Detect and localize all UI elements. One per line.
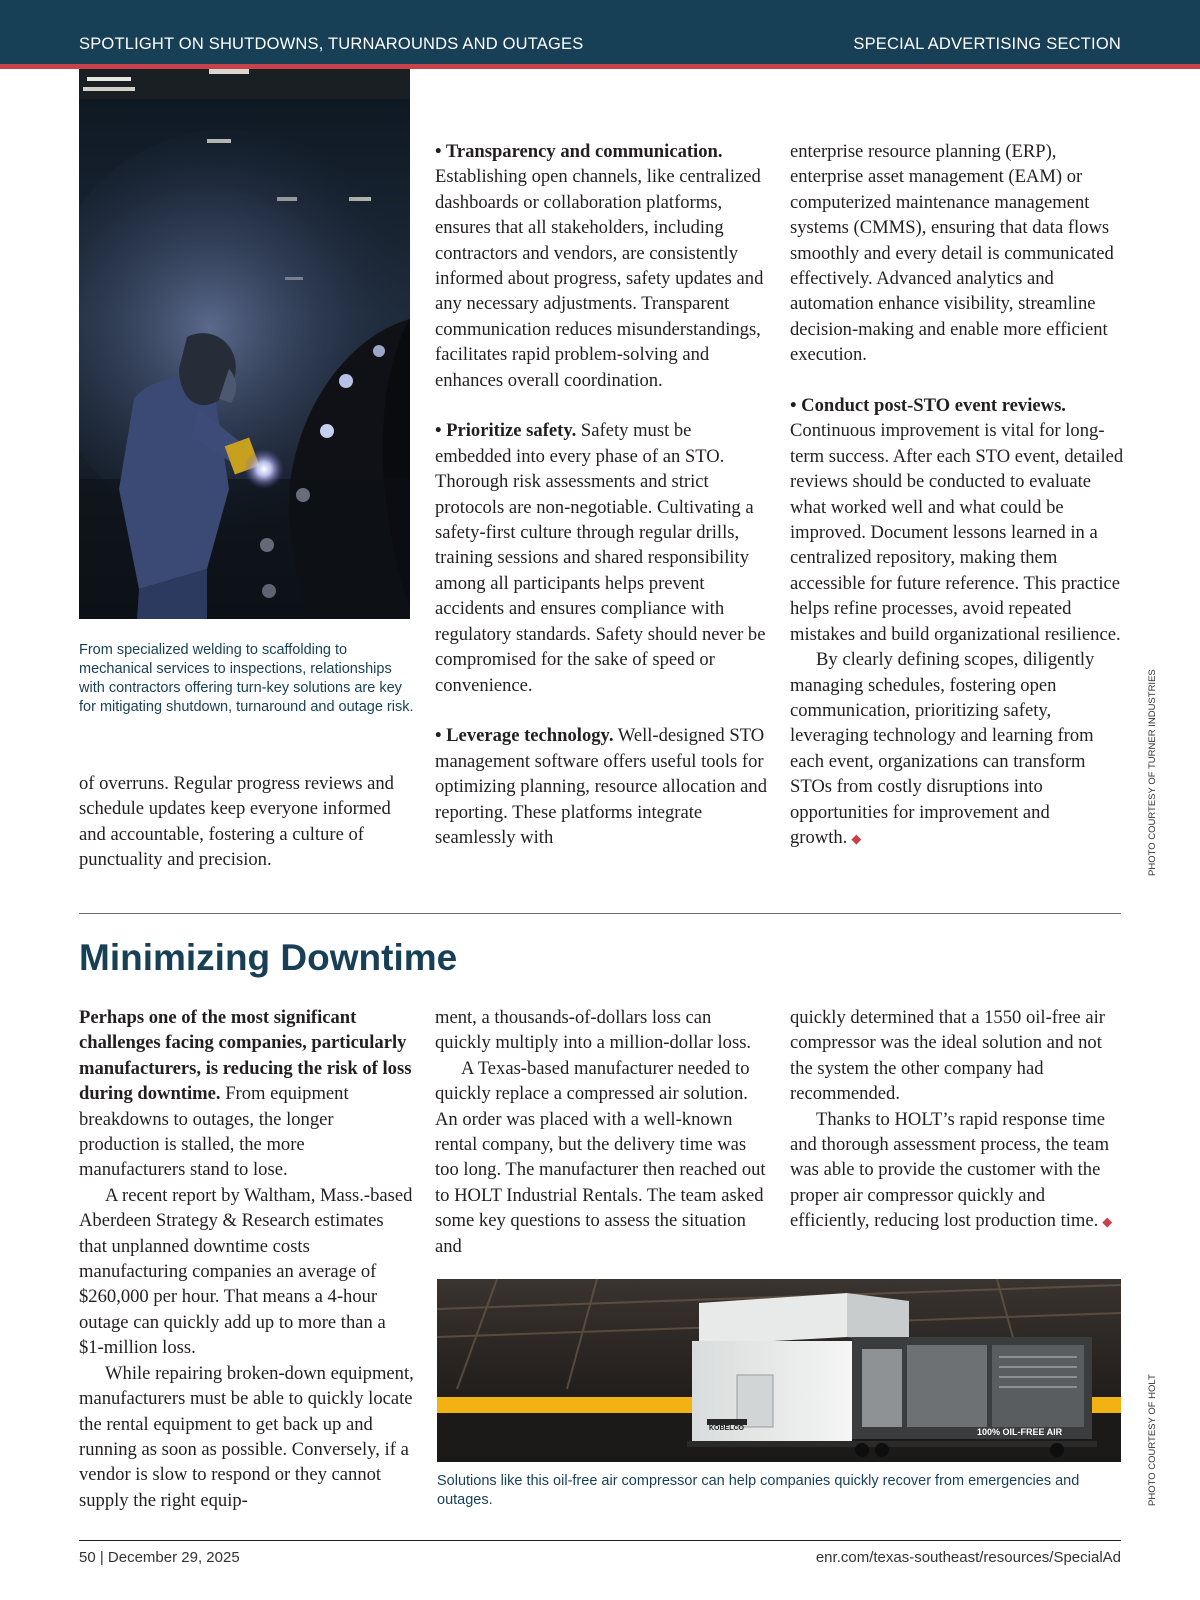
- article2-end-mark-icon: ◆: [1102, 1214, 1113, 1230]
- transparency-lead: • Transparency and communication.: [435, 141, 723, 162]
- article2-col3-text: quickly determined that a 1550 oil-free air compressor was the ideal solution and not the system the other company had recommended.: [790, 1007, 1105, 1105]
- article2-para4: A Texas-based manufacturer needed to quickly replace a compressed air solution. An order was placed with a well-known rental company, but the delivery time was too long. The manufacturer then reached out to HOLT Industrial Rentals. The team asked some key questions to assess the situation and: [435, 1057, 766, 1257]
- article2-para2: A recent report by Waltham, Mass.-based Aberdeen Strategy & Research estimates that unplanned downtime costs manufacturing companies an average of $260,000 per hour. That means a 4-hour outage can quickly add up to more than a $1-million loss.: [79, 1184, 413, 1359]
- compressor-photo-caption: Solutions like this oil-free air compressor can help companies quickly recover from emergencies and outages.: [437, 1473, 1080, 1508]
- article2-para3: While repairing broken-down equipment, manufacturers must be able to quickly locate the rental equipment to get back up and running as soon as possible. Conversely, if a vendor is slow to respond or they cannot supply the right equip-: [79, 1362, 414, 1511]
- footer-url[interactable]: enr.com/texas-southeast/resources/SpecialAd: [815, 1549, 1121, 1566]
- holt-photo-credit: PHOTO COURTESY OF HOLT: [1147, 1374, 1158, 1506]
- safety-body: Safety must be embedded into every phase of an STO. Thorough risk assessments and strict protocols are non-negotiable. Cultivating a safety-first culture through regular drills, training sessions and shared responsibility among all participants helps prevent accidents and ensures compliance with regulatory standards. Safety should never be compromised for the sake of speed or convenience.: [435, 420, 766, 696]
- safety-lead: • Prioritize safety.: [435, 420, 577, 442]
- article1-col1-text: of overruns. Regular progress reviews and schedule updates keep everyone informed and accountable, fostering a culture of punctuality and precision.: [79, 773, 394, 871]
- article2-lead-paragraph: [79, 1005, 414, 1183]
- footer-rule: [79, 1540, 1121, 1541]
- article1-column-1: [79, 771, 414, 873]
- section-label: SPECIAL ADVERTISING SECTION: [853, 35, 1121, 53]
- closing-paragraph: [790, 647, 1125, 851]
- technology-paragraph: [435, 723, 770, 850]
- article2-column-3: [790, 1005, 1125, 1235]
- air-compressor-photo-icon: [437, 1279, 1121, 1462]
- compressor-unit-label: 100% OIL-FREE AIR: [977, 1427, 1063, 1437]
- reviews-body: Continuous improvement is vital for long-term success. After each STO event, detailed reviews should be conducted to evaluate what worked well and what could be improved. Document lessons learned in a centralized repository, making them accessible for future reference. This practice helps refine processes, avoid repeated mistakes and build organizational resilience.: [790, 420, 1124, 645]
- safety-paragraph: [435, 418, 770, 697]
- article1-column-2: [435, 139, 770, 850]
- article2-para5-text: Thanks to HOLT’s rapid response time and thorough assessment process, the team was able to provide the customer with the proper air compressor quickly and efficiently, reducing lost production time.: [790, 1108, 1110, 1232]
- article2-lead-bold: Perhaps one of the most significant challenges facing companies, particularly manufacturers, is reducing the risk of loss during downtime.: [79, 1007, 412, 1105]
- reviews-paragraph: [790, 393, 1125, 647]
- technology-lead: • Leverage technology.: [435, 725, 614, 747]
- section-divider: [79, 913, 1121, 914]
- turner-photo-credit: PHOTO COURTESY OF TURNER INDUSTRIES: [1147, 669, 1158, 876]
- compressor-photo: [437, 1279, 1121, 1462]
- article2-column-2: [435, 1005, 770, 1259]
- article2-headline: Minimizing Downtime: [79, 937, 458, 978]
- section-title: SPOTLIGHT ON SHUTDOWNS, TURNAROUNDS AND OUTAGES: [79, 35, 584, 53]
- page-info: 50 | December 29, 2025: [79, 1549, 240, 1566]
- welding-photo-caption: From specialized welding to scaffolding to mechanical services to inspections, relationships with contractors offering turn-key solutions are key for mitigating shutdown, turnaround and outage risk.: [79, 642, 414, 715]
- article2-col2-text: ment, a thousands-of-dollars loss can quickly multiply into a million-dollar loss.: [435, 1007, 752, 1054]
- article2-para5: [790, 1107, 1125, 1235]
- transparency-body: Establishing open channels, like centralized dashboards or collaboration platforms, ensures that all stakeholders, including contractors and vendors, are consistently informed about progress, safety updates and any necessary adjustments. Transparent communication reduces misunderstandings, facilitates rapid problem-solving and enhances overall coordination.: [435, 166, 764, 391]
- transparency-paragraph: [435, 139, 770, 393]
- article1-column-3: [790, 139, 1125, 851]
- article2-column-1: [79, 1005, 414, 1513]
- article1-col3-text: enterprise resource planning (ERP), enterprise asset management (EAM) or computerized maintenance management systems (CMMS), ensuring that data flows smoothly and every detail is communicated effectively. Advanced analytics and automation enhance visibility, streamline decision-making and enable more efficient execution.: [790, 141, 1114, 366]
- welder-photo-icon: [79, 69, 410, 619]
- technology-body: Well-designed STO management software offers useful tools for optimizing planning, resource allocation and reporting. These platforms integrate seamlessly with: [435, 725, 768, 848]
- end-mark-icon: ◆: [851, 830, 862, 846]
- article2-lead-rest: From equipment breakdowns to outages, the longer production is stalled, the more manufacturers stand to lose.: [79, 1083, 349, 1181]
- closing-text: By clearly defining scopes, diligently managing schedules, fostering open communication, prioritizing safety, leveraging technology and learning from each event, organizations can transform STOs from costly disruptions into opportunities for improvement and growth.: [790, 649, 1095, 848]
- compressor-brand-text: KOBELCO: [709, 1425, 744, 1432]
- welding-photo: [79, 69, 410, 619]
- header-band: [0, 0, 1200, 64]
- reviews-lead: • Conduct post-STO event reviews.: [790, 395, 1066, 417]
